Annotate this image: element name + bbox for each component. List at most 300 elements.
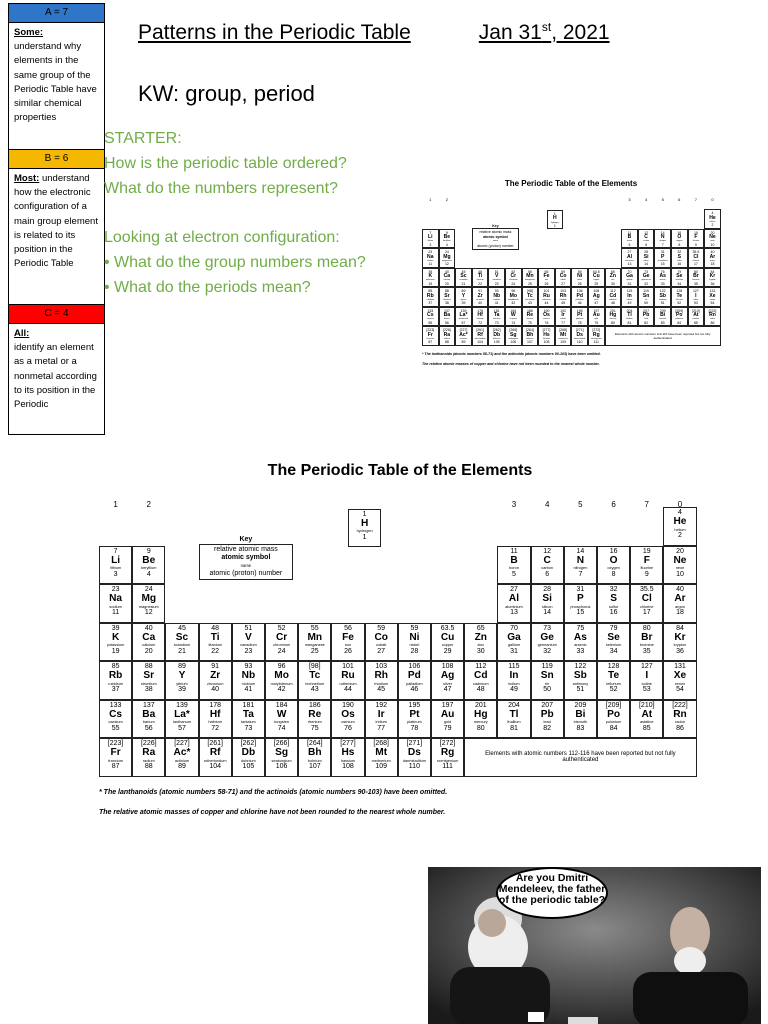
element-name: hafnium xyxy=(208,720,223,724)
element-cell xyxy=(505,287,522,307)
element-name: rutherfordium xyxy=(203,758,227,763)
element-symbol: Co xyxy=(559,273,567,279)
element-mass: 9 xyxy=(146,547,151,555)
element-mass: 207 xyxy=(643,308,650,313)
element-cell xyxy=(199,738,232,777)
element-cell xyxy=(704,248,721,268)
element-number: 82 xyxy=(644,320,649,325)
element-number: 85 xyxy=(642,724,651,732)
element-mass: 106 xyxy=(576,289,583,293)
element-symbol: Ar xyxy=(674,593,686,604)
element-symbol: Rn xyxy=(673,708,687,720)
element-number: 43 xyxy=(527,301,532,306)
element-name: seaborgium xyxy=(271,758,292,763)
element-number: 13 xyxy=(510,609,518,617)
element-number: 17 xyxy=(693,262,698,267)
element-cell xyxy=(298,623,331,662)
element-mass: [227] xyxy=(174,740,190,747)
element-name: bismuth xyxy=(573,720,588,724)
element-name: thallium xyxy=(626,318,633,321)
element-symbol: Ag xyxy=(592,292,600,299)
element-number: 108 xyxy=(342,763,354,771)
footnote-rounding: The relative atomic masses of copper and chlorine have not been rounded to the nearest whole number. xyxy=(99,808,446,816)
element-symbol: Xe xyxy=(673,670,687,681)
element-mass: 108 xyxy=(593,289,600,293)
group-number: 0 xyxy=(711,197,714,202)
element-number: 73 xyxy=(494,320,499,325)
element-name: bohrium xyxy=(526,337,534,340)
element-symbol: Ra xyxy=(443,331,451,338)
element-name: arsenic xyxy=(659,279,666,282)
element-mass: [222] xyxy=(672,701,688,709)
element-mass: 137 xyxy=(443,308,450,313)
element-mass: 101 xyxy=(342,663,354,670)
element-symbol: Tc xyxy=(309,670,321,681)
element-mass: 56 xyxy=(544,269,549,274)
element-name: astatine xyxy=(692,318,700,321)
element-mass: 24 xyxy=(444,250,449,254)
element-mass: 103 xyxy=(560,289,567,293)
element-name: hydrogen xyxy=(356,529,373,534)
element-mass: 96 xyxy=(511,289,516,293)
element-cell xyxy=(298,661,331,700)
element-mass: 7 xyxy=(429,230,432,235)
element-symbol: Sn xyxy=(540,670,554,681)
element-number: 52 xyxy=(609,686,618,694)
element-name: nickel xyxy=(577,279,583,282)
element-number: 1 xyxy=(362,534,367,542)
element-cell xyxy=(505,326,522,346)
element-number: 88 xyxy=(444,340,449,345)
element-cell xyxy=(538,287,555,307)
element-number: 110 xyxy=(408,763,420,771)
element-symbol: O xyxy=(677,234,682,240)
element-symbol: Po xyxy=(607,708,621,720)
element-symbol: Bi xyxy=(575,708,586,720)
element-mass: 89 xyxy=(461,289,466,293)
element-number: 11 xyxy=(111,609,120,617)
element-mass: 19 xyxy=(642,547,651,555)
element-mass: 32 xyxy=(677,250,682,254)
date-main: Jan 31 xyxy=(478,21,542,44)
element-symbol: Os xyxy=(543,312,550,318)
key-box xyxy=(472,228,519,250)
element-mass: 197 xyxy=(441,701,454,709)
element-name: silver xyxy=(443,681,453,686)
element-symbol: I xyxy=(695,292,697,299)
element-cell xyxy=(571,287,588,307)
element-cell xyxy=(663,623,696,662)
element-symbol: He xyxy=(709,214,716,221)
element-mass: 1 xyxy=(362,510,367,518)
criteria-c-text: identify an element as a metal or a nonmetal according to its position in the Periodic xyxy=(14,342,97,411)
element-name: neon xyxy=(710,240,715,243)
element-mass: 133 xyxy=(427,308,434,313)
element-symbol: Zn xyxy=(474,631,487,643)
key-number: atomic (proton) number xyxy=(477,243,514,248)
element-number: 46 xyxy=(410,686,419,694)
element-symbol: W xyxy=(510,312,516,318)
element-name: potassium xyxy=(425,279,435,282)
element-mass: [262] xyxy=(240,740,257,747)
element-name: selenium xyxy=(675,279,684,282)
element-symbol: Db xyxy=(241,747,256,758)
element-cell xyxy=(365,700,398,739)
element-symbol: Mo xyxy=(509,292,517,299)
element-number: 107 xyxy=(526,340,533,345)
element-number: 83 xyxy=(660,320,665,325)
element-cell xyxy=(265,623,298,662)
element-cell xyxy=(654,307,671,327)
element-cell xyxy=(464,661,497,700)
element-mass: 45 xyxy=(461,269,466,274)
element-symbol: Bi xyxy=(660,312,666,318)
element-cell xyxy=(588,307,605,327)
element-name: argon xyxy=(710,259,715,262)
element-mass: [271] xyxy=(406,740,423,747)
element-number: 12 xyxy=(444,262,449,267)
element-cell xyxy=(571,268,588,288)
element-number: 3 xyxy=(429,242,432,247)
element-mass: 9 xyxy=(445,230,448,235)
element-cell xyxy=(398,700,431,739)
element-cell xyxy=(704,229,721,249)
element-name: rutherfordium xyxy=(474,337,486,340)
element-symbol: Ti xyxy=(477,273,483,279)
element-mass: 20 xyxy=(676,547,684,555)
element-mass: 127 xyxy=(640,663,653,670)
element-name: radium xyxy=(142,758,155,763)
starter-bullet2: • What do the periods mean? xyxy=(104,279,311,296)
element-cell xyxy=(232,661,265,700)
element-name: strontium xyxy=(442,298,451,301)
element-name: carbon xyxy=(541,566,554,570)
element-name: xenon xyxy=(674,681,686,686)
element-mass: 4 xyxy=(678,509,682,516)
element-mass: [264] xyxy=(525,328,534,332)
element-symbol: V xyxy=(245,631,252,643)
element-name: germanium xyxy=(537,643,557,647)
element-cell xyxy=(431,738,464,777)
element-number: 85 xyxy=(693,320,698,325)
element-number: 74 xyxy=(277,724,286,732)
element-name: lanthanum xyxy=(459,318,468,321)
element-name: astatine xyxy=(640,720,654,724)
element-mass: 192 xyxy=(560,308,567,313)
element-symbol: Sb xyxy=(573,670,587,681)
element-cell xyxy=(331,738,364,777)
element-name: radon xyxy=(710,318,715,321)
element-mass: 89 xyxy=(178,663,186,670)
element-cell xyxy=(132,546,165,585)
element-name: chlorine xyxy=(640,604,654,609)
element-symbol: N xyxy=(576,554,585,566)
element-number: 111 xyxy=(593,340,599,345)
element-cell xyxy=(704,209,721,229)
element-number: 111 xyxy=(442,763,453,771)
element-mass: 28 xyxy=(543,586,552,593)
element-symbol: Ru xyxy=(341,670,355,681)
element-number: 84 xyxy=(609,724,618,732)
element-number: 82 xyxy=(543,724,552,732)
element-mass: 39 xyxy=(111,624,120,632)
element-name: calcium xyxy=(443,279,451,282)
element-mass: 14 xyxy=(660,230,665,235)
element-symbol: Ru xyxy=(543,292,550,299)
element-mass: 184 xyxy=(275,701,288,709)
element-cell xyxy=(99,584,132,623)
element-cell xyxy=(571,326,588,346)
element-number: 18 xyxy=(676,609,684,617)
element-symbol: Li xyxy=(428,234,433,240)
element-mass: 1 xyxy=(553,211,556,216)
element-name: rhenium xyxy=(526,318,534,321)
element-symbol: Ge xyxy=(642,273,650,279)
element-mass: [98] xyxy=(526,289,533,293)
element-cell xyxy=(597,700,630,739)
element-mass: [277] xyxy=(542,328,551,332)
element-cell xyxy=(663,507,696,546)
element-name: niobium xyxy=(493,298,501,301)
element-cell xyxy=(597,623,630,662)
element-mass: 184 xyxy=(510,308,517,313)
element-mass: 12 xyxy=(644,230,649,235)
element-symbol: Ra xyxy=(142,747,156,758)
element-name: chromium xyxy=(273,643,291,647)
element-name: iron xyxy=(544,279,549,282)
element-symbol: In xyxy=(627,292,632,299)
element-mass: 195 xyxy=(408,701,421,709)
element-name: potassium xyxy=(106,643,125,647)
element-symbol: Db xyxy=(493,331,501,338)
element-number: 6 xyxy=(545,570,550,578)
element-mass: 27 xyxy=(627,250,632,254)
element-symbol: Fr xyxy=(427,331,433,338)
element-name: roentgenium xyxy=(590,337,602,340)
element-symbol: Fe xyxy=(342,631,354,643)
element-name: boron xyxy=(509,566,519,570)
element-name: manganese xyxy=(524,279,535,282)
slide-title xyxy=(138,13,610,47)
element-cell xyxy=(621,229,638,249)
element-number: 17 xyxy=(642,609,651,617)
element-name: strontium xyxy=(140,681,157,686)
element-mass: 209 xyxy=(574,701,587,709)
element-symbol: Rb xyxy=(108,670,123,681)
element-name: barium xyxy=(443,318,450,321)
element-name: copper xyxy=(593,279,600,282)
element-mass: [271] xyxy=(575,328,584,332)
title-date xyxy=(479,21,610,44)
element-mass: [222] xyxy=(708,308,717,313)
element-cell xyxy=(654,287,671,307)
element-symbol: Ta xyxy=(242,708,254,720)
element-symbol: F xyxy=(643,554,650,566)
element-name: gallium xyxy=(626,279,633,282)
element-mass: 204 xyxy=(508,701,520,709)
element-number: 33 xyxy=(660,281,665,286)
element-mass: [261] xyxy=(207,740,223,747)
element-number: 2 xyxy=(678,532,682,540)
group-number: 7 xyxy=(644,500,649,509)
element-name: ruthenium xyxy=(339,681,357,686)
element-name: sodium xyxy=(109,604,122,609)
element-mass: 80 xyxy=(642,624,651,632)
element-mass: 84 xyxy=(676,624,684,632)
periodic-table-title: The Periodic Table of the Elements xyxy=(504,179,638,188)
element-symbol: H xyxy=(360,517,369,529)
element-number: 21 xyxy=(178,647,186,655)
element-name: beryllium xyxy=(443,240,451,243)
group-number: 4 xyxy=(544,500,550,509)
element-mass: 28 xyxy=(644,250,649,254)
element-mass: 56 xyxy=(344,624,352,632)
element-name: calcium xyxy=(142,643,156,647)
element-number: 54 xyxy=(676,686,684,694)
element-name: silicon xyxy=(541,604,553,609)
element-symbol: Br xyxy=(693,273,699,279)
element-symbol: Al xyxy=(626,253,633,260)
element-cell xyxy=(365,623,398,662)
element-mass: 65 xyxy=(476,624,485,632)
element-cell xyxy=(497,661,530,700)
element-number: 84 xyxy=(677,320,682,325)
starter-q1: How is the periodic table ordered? xyxy=(104,155,347,172)
element-mass: 55 xyxy=(527,269,532,274)
element-name: technetium xyxy=(525,298,535,301)
element-symbol: Y xyxy=(178,670,186,681)
element-mass: [226] xyxy=(140,740,157,747)
element-number: 54 xyxy=(710,301,715,306)
element-cell xyxy=(497,584,530,623)
element-name: platinum xyxy=(576,318,584,321)
element-symbol: Cd xyxy=(609,292,617,299)
element-cell xyxy=(638,287,655,307)
element-mass: 35.5 xyxy=(639,586,654,593)
element-mass: 139 xyxy=(176,701,188,709)
element-cell xyxy=(531,584,564,623)
element-name: oxygen xyxy=(676,240,683,243)
element-symbol: Hg xyxy=(609,312,617,318)
element-symbol: Mg xyxy=(141,593,157,604)
element-number: 8 xyxy=(678,242,681,247)
element-number: 26 xyxy=(344,647,352,655)
element-number: 48 xyxy=(476,686,485,694)
grade-band-b: B = 6 xyxy=(9,149,104,169)
element-number: 8 xyxy=(611,570,616,578)
element-symbol: Hf xyxy=(209,708,221,720)
element-number: 16 xyxy=(677,262,682,267)
keywords: KW: group, period xyxy=(138,81,315,106)
element-name: nickel xyxy=(409,643,420,647)
key-name: name xyxy=(240,562,252,568)
element-mass: 40 xyxy=(444,269,449,274)
element-mass: 11 xyxy=(627,230,632,235)
element-number: 49 xyxy=(510,686,518,694)
element-number: 104 xyxy=(209,763,222,771)
element-name: hafnium xyxy=(476,318,484,321)
element-symbol: Bh xyxy=(526,331,534,338)
element-name: zirconium xyxy=(476,298,485,301)
element-number: 105 xyxy=(493,340,500,345)
element-cell xyxy=(497,546,530,585)
element-name: palladium xyxy=(575,298,584,301)
element-name: francium xyxy=(426,337,434,340)
element-mass: 51 xyxy=(494,269,499,274)
element-name: rhenium xyxy=(307,720,322,724)
element-mass: 75 xyxy=(576,624,585,632)
footnote-omitted: * The lanthanoids (atomic numbers 58-71) and the actinoids (atomic numbers 90-103) have been omitted. xyxy=(99,788,448,796)
starter-q3: Looking at electron configuration: xyxy=(104,229,340,246)
element-mass: 139 xyxy=(460,308,467,313)
element-cell xyxy=(564,546,597,585)
element-cell xyxy=(597,584,630,623)
element-mass: 73 xyxy=(644,269,649,274)
key-number: atomic (proton) number xyxy=(209,569,283,577)
element-name: fluorine xyxy=(640,566,654,570)
element-symbol: Nb xyxy=(493,292,501,299)
element-name: meitnerium xyxy=(371,758,391,763)
element-cell xyxy=(704,287,721,307)
element-mass: 133 xyxy=(109,701,122,709)
element-cell xyxy=(621,268,638,288)
element-number: 80 xyxy=(476,724,485,732)
element-symbol: Ds xyxy=(576,331,583,338)
element-symbol: Ti xyxy=(210,631,220,643)
element-symbol: Y xyxy=(461,292,466,299)
element-name: hydrogen xyxy=(550,221,559,224)
element-cell xyxy=(455,287,472,307)
element-number: 41 xyxy=(494,301,499,306)
element-cell xyxy=(630,623,663,662)
element-mass: [226] xyxy=(442,328,451,332)
element-cell xyxy=(464,700,497,739)
element-symbol: Cr xyxy=(510,273,517,279)
element-cell xyxy=(232,700,265,739)
element-name: osmium xyxy=(341,720,355,724)
element-symbol: Zr xyxy=(477,292,483,299)
element-symbol: Ni xyxy=(577,273,583,279)
element-cell xyxy=(422,287,439,307)
element-symbol: Al xyxy=(508,593,520,604)
element-number: 35 xyxy=(642,647,651,655)
element-number: 42 xyxy=(511,301,516,306)
element-name: niobium xyxy=(241,681,256,686)
element-number: 25 xyxy=(527,281,532,286)
element-cell xyxy=(630,661,663,700)
element-symbol: Zr xyxy=(210,670,221,681)
element-cell xyxy=(472,287,489,307)
element-cell xyxy=(671,229,688,249)
success-criteria-panel xyxy=(8,3,105,435)
element-cell xyxy=(165,661,198,700)
element-name: francium xyxy=(108,758,123,763)
element-symbol: La* xyxy=(459,312,468,318)
element-symbol: Mn xyxy=(526,273,534,279)
element-name: mercury xyxy=(609,318,617,321)
element-symbol: Cs xyxy=(427,312,434,318)
element-mass: 85 xyxy=(428,289,433,293)
group-number: 5 xyxy=(661,197,664,202)
element-name: chromium xyxy=(509,279,518,282)
element-cell xyxy=(365,661,398,700)
element-name: tantalum xyxy=(241,720,256,724)
criteria-c xyxy=(9,324,104,414)
element-cell xyxy=(564,623,597,662)
element-symbol: Mg xyxy=(443,253,451,260)
element-symbol: Be xyxy=(443,234,451,240)
element-symbol: C xyxy=(644,234,648,240)
